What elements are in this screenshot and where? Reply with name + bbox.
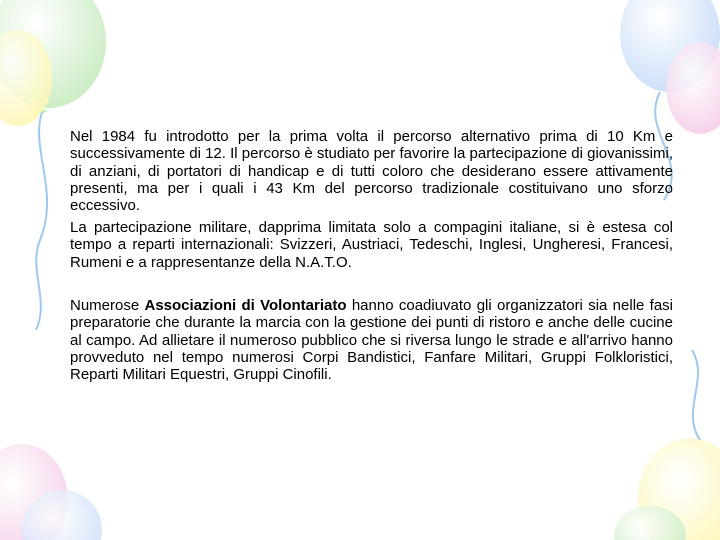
paragraph-text: Nel 1984 fu introdotto per la prima volta il percorso alternativo prima di 10 Km e successivamente di 12. Il percorso è studiato per favorire la partecipazione di giovanissimi, di anziani, di portatori di handicap e di tutti coloro che desiderano essere attivamente presenti, ma per i quali i 43 Km del percorso tradizionale costituivano uno sforzo eccessivo. [70, 128, 673, 215]
paragraph-percorso-alternativo [70, 128, 673, 214]
text-run: Numerose [70, 297, 145, 314]
paragraph-partecipazione-militare [70, 219, 673, 271]
text-run: hanno coadiuvato gli organizzatori sia nelle fasi preparatorie che durante la marcia con la gestione dei punti di ristoro e anche delle cucine al campo. Ad allietare il numeroso pubblico che si riversa lungo le strade e all'arrivo hanno provveduto nel tempo numerosi Corpi Bandistici, Fanfare Militari, Gruppi Folkloristici, Reparti Militari Equestri, Gruppi Cinofili. [70, 297, 674, 384]
paragraph-text [70, 297, 673, 383]
bold-phrase: Associazioni di Volontariato [144, 297, 347, 314]
balloon-string-bottom-right [692, 350, 700, 440]
balloon-string-top-left [36, 112, 47, 330]
paragraph-text: La partecipazione militare, dapprima limitata solo a compagini italiane, si è estesa col tempo a reparti internazionali: Svizzeri, Austriaci, Tedeschi, Inglesi, Ungheresi, Francesi, Rumeni e a rappresentanze della N.A.T.O. [70, 219, 673, 271]
paragraph-associazioni-volontariato [70, 297, 673, 383]
